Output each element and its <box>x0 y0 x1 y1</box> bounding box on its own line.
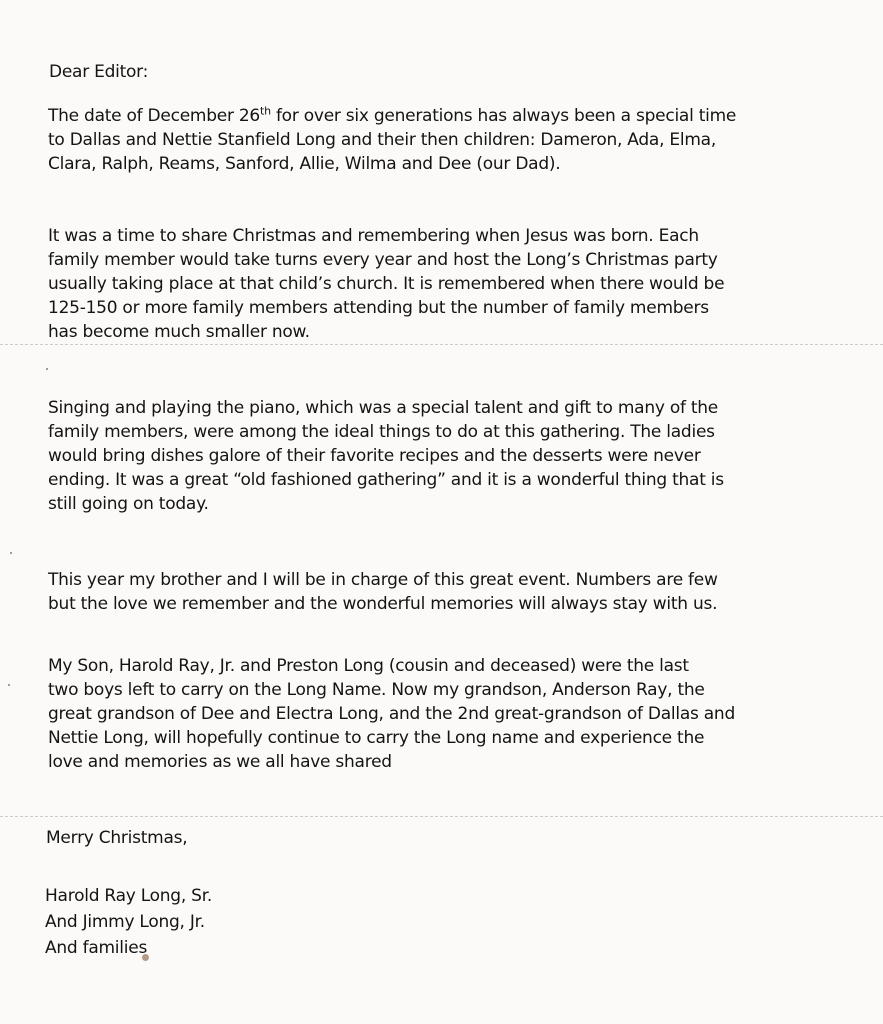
paper-fold-crease <box>0 816 883 817</box>
paragraph-1-rest: for over six generations has always been a special time to Dallas and Nettie Stanfield Long and their then children: Dameron, Ada, Elma, Clara, Ralph, Reams, Sanford, Allie, Wilma and Dee (our Dad). <box>48 106 737 174</box>
paper-speck <box>8 684 10 686</box>
letter-paragraph-2: It was a time to share Christmas and remembering when Jesus was born. Each family member would take turns every year and host the Long’s Christmas party usually taking place at that child’s church. It is remembered when there would be 125-150 or more family members attending but the number of family members has become much smaller now. <box>48 226 725 342</box>
letter-paragraph-3: Singing and playing the piano, which was a special talent and gift to many of the family members, were among the ideal things to do at this gathering. The ladies would bring dishes galore of their favorite recipes and the desserts were never ending. It was a great “old fashioned gathering” and it is a wonderful thing that is still going on today. <box>48 398 724 514</box>
letter-closing: Merry Christmas, <box>46 828 188 848</box>
paragraph-1-lead: The date of December 26 <box>48 106 260 126</box>
letter-paragraph-5: My Son, Harold Ray, Jr. and Preston Long (cousin and deceased) were the last two boys left to carry on the Long Name. Now my grandson, Anderson Ray, the great grandson of Dee and Electra Long, and the 2nd great-grandson of Dallas and Nettie Long, will hopefully continue to carry the Long name and experience the love and memories as we all have shared <box>48 656 735 772</box>
signature-line: Harold Ray Long, Sr. <box>45 886 213 906</box>
signature-line: And families <box>45 938 148 958</box>
signature-line: And Jimmy Long, Jr. <box>45 912 205 932</box>
paper-speck <box>10 552 12 554</box>
letter-paragraph-4: This year my brother and I will be in charge of this great event. Numbers are few but the love we remember and the wonderful memories will always stay with us. <box>48 570 718 614</box>
letter-paragraph-1 <box>48 104 848 176</box>
letter-salutation: Dear Editor: <box>49 62 149 82</box>
ordinal-suffix: th <box>260 104 271 118</box>
paper-fold-crease <box>0 344 883 345</box>
paper-speck <box>46 368 48 370</box>
